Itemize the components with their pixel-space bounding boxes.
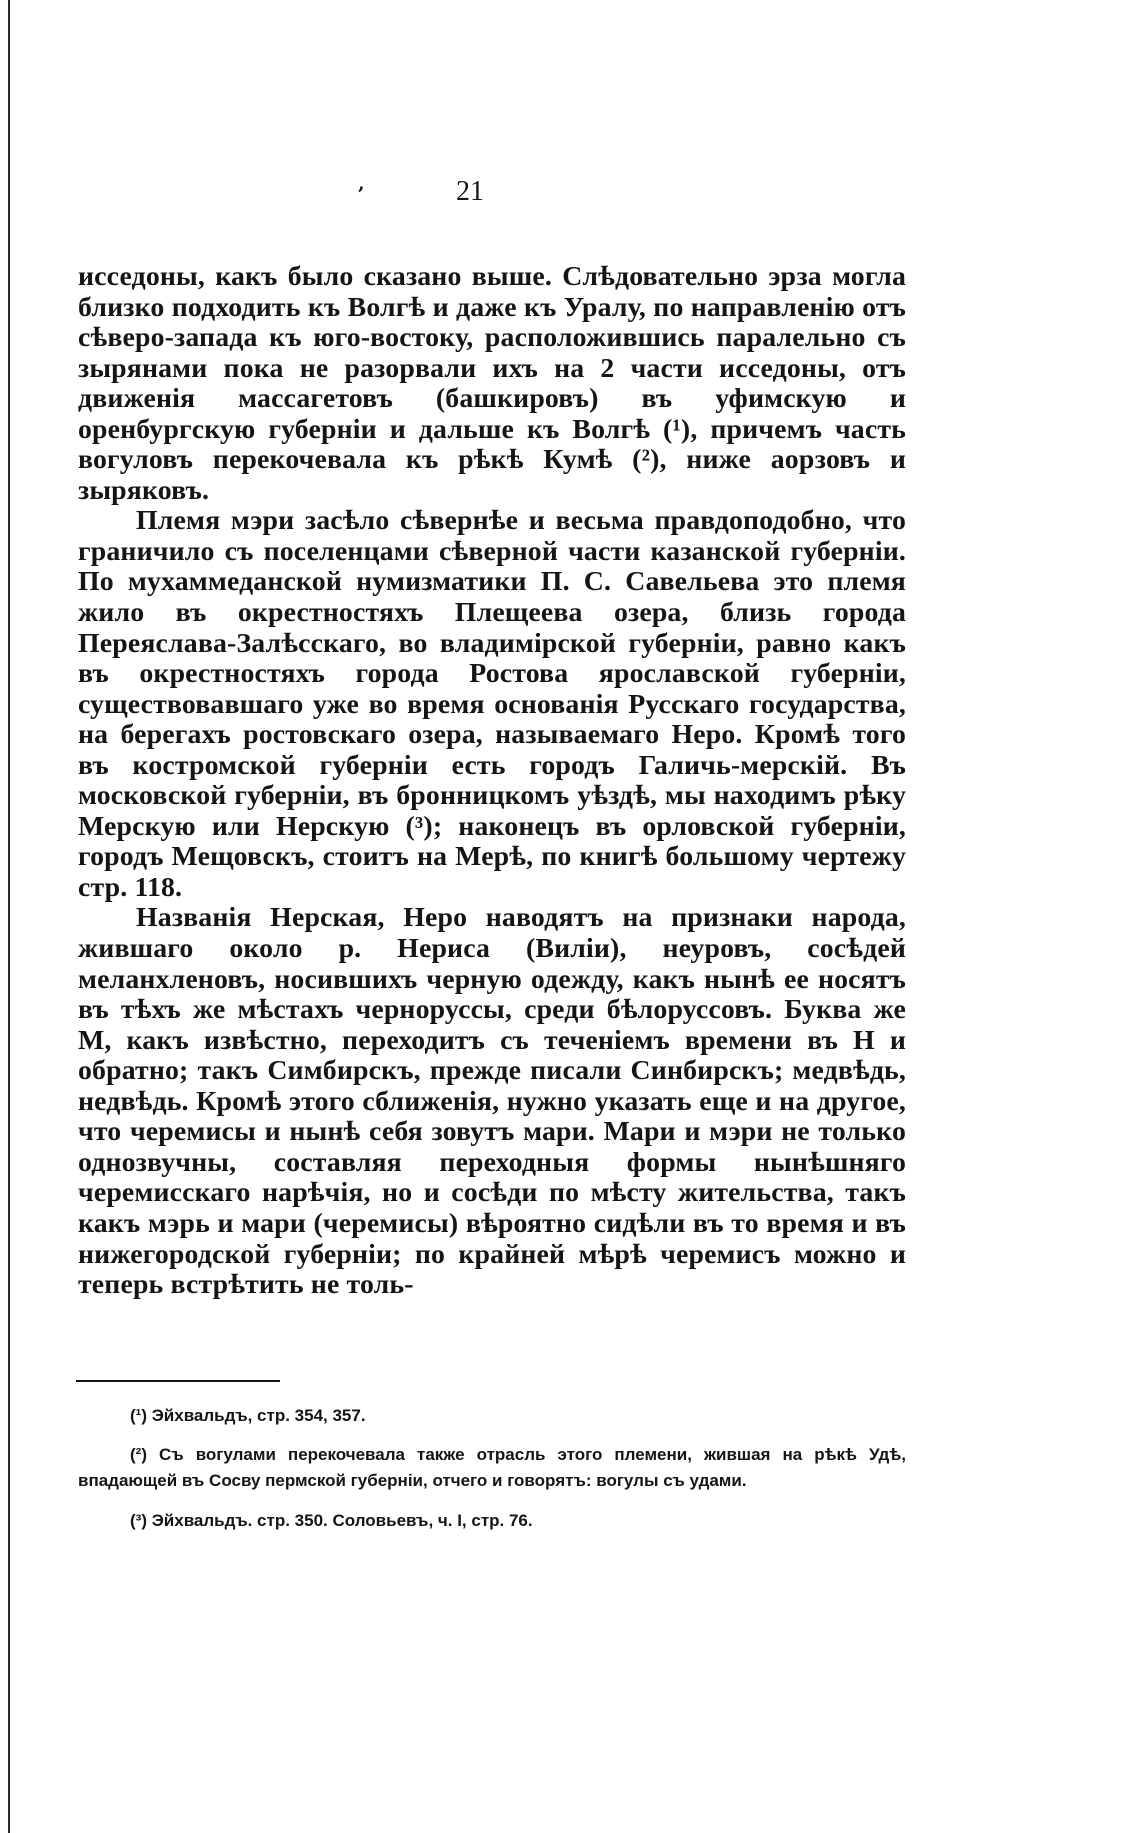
footnote-3: (³) Эйхвальдъ. стр. 350. Соловьевъ, ч. I, стр. 76. bbox=[130, 1511, 533, 1530]
paragraph-2: Племя мэри засѣло сѣвернѣе и весьма правдоподобно, что граничило съ поселенцами сѣверной части казанской губерніи. По мухаммеданской нумизматики П. С. Савельева это племя жило въ окрестностяхъ Плещеева озера, близь города Переяслава-Залѣсскаго, во владимірской губерніи, равно какъ въ окрестностяхъ города Ростова ярославской губерніи, существовавшаго уже во время основанія Русскаго государства, на берегахъ ростовскаго озера, называемаго Неро. Кромѣ того въ костромской губерніи есть городъ Галичь-мерскій. Въ московской губерніи, въ бронницкомъ уѣздѣ, мы находимъ рѣку Мерскую или Нерскую (³); наконецъ въ орловской губерніи, городъ Мещовскъ, стоитъ на Мерѣ, по книгѣ большому чертежу стр. 118. bbox=[78, 505, 906, 903]
footnote-2: (²) Съ вогулами перекочевала также отрасль этого племени, жившая на рѣкѣ Удѣ, впадающей въ Сосву пермской губерніи, отчего и говорятъ: вогулы съ удами. bbox=[78, 1445, 906, 1490]
page-edge-line bbox=[8, 0, 10, 1833]
body-text bbox=[78, 262, 906, 1301]
footnote-1: (¹) Эйхвальдъ, стр. 354, 357. bbox=[130, 1406, 366, 1425]
page-number: 21 bbox=[456, 176, 484, 207]
footnotes bbox=[78, 1403, 906, 1534]
footnote-separator bbox=[76, 1380, 280, 1382]
paragraph-1: исседоны, какъ было сказано выше. Слѣдовательно эрза могла близко подходить къ Волгѣ и даже къ Уралу, по направленію отъ сѣверо-запада къ юго-востоку, расположившись паралельно съ зырянами пока не разорвали ихъ на 2 части исседоны, отъ движенія массагетовъ (башкировъ) въ уфимскую и оренбургскую губерніи и дальше къ Волгѣ (¹), причемъ часть вогуловъ перекочевала къ рѣкѣ Кумѣ (²), ниже аорзовъ и зыряковъ. bbox=[78, 261, 906, 506]
paragraph-3: Названія Нерская, Неро наводятъ на признаки народа, жившаго около р. Нериса (Виліи), неуровъ, сосѣдей меланхленовъ, носившихъ черную одежду, какъ нынѣ ее носятъ въ тѣхъ же мѣстахъ чернорусcы, среди бѣлоруссовъ. Буква же М, какъ извѣстно, переходитъ съ теченіемъ времени въ Н и обратно; такъ Симбирскъ, прежде писали Синбирскъ; медвѣдь, недвѣдь. Кромѣ этого сближенія, нужно указать еще и на другое, что черемисы и нынѣ себя зовутъ мари. Мари и мэри не только однозвучны, составляя переходныя формы нынѣшняго черемисскаго нарѣчія, но и сосѣди по мѣсту жительства, такъ какъ мэрь и мари (черемисы) вѣроятно сидѣли въ то время и въ нижегородской губерніи; по крайней мѣрѣ черемисъ можно и теперь встрѣтить не толь- bbox=[78, 902, 906, 1301]
stray-mark: ʼ bbox=[357, 182, 364, 206]
